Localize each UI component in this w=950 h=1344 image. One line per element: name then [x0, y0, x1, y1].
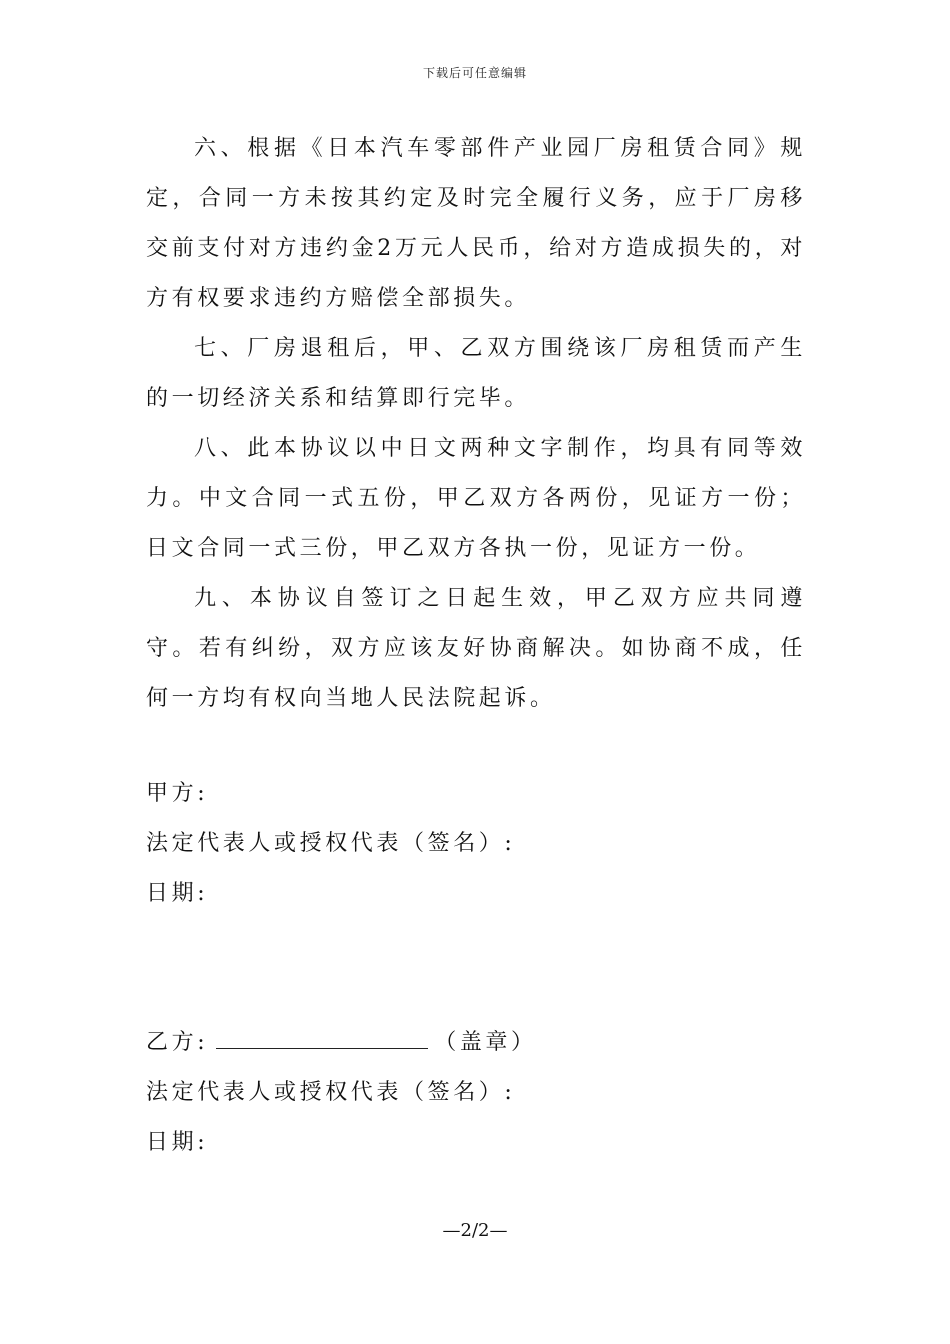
party-a-signature-block [146, 769, 806, 919]
clause-8: 八、此本协议以中日文两种文字制作，均具有同等效力。中文合同一式五份，甲乙双方各两份，见证方一份；日文合同一式三份，甲乙双方各执一份，见证方一份。 [146, 436, 806, 561]
party-b-signature-block [146, 1018, 806, 1168]
party-b-date-label: 日期: [146, 1130, 209, 1155]
party-b-name-blank[interactable] [216, 1022, 428, 1049]
party-b-line [146, 1018, 806, 1068]
clause-7: 七、厂房退租后，甲、乙双方围绕该厂房租赁而产生的一切经济关系和结算即行完毕。 [146, 336, 806, 411]
party-a-representative-label: 法定代表人或授权代表（签名）: [146, 831, 516, 856]
party-a-label: 甲方: [146, 781, 209, 806]
page-header: 下载后可任意编辑 [422, 66, 527, 80]
party-b-seal-label: （盖章） [434, 1030, 537, 1055]
clause-9: 九、本协议自签订之日起生效，甲乙双方应共同遵守。若有纠纷，双方应该友好协商解决。如协商不成，任何一方均有权向当地人民法院起诉。 [146, 586, 806, 711]
party-b-label: 乙方: [146, 1030, 209, 1055]
clause-6: 六、根据《日本汽车零部件产业园厂房租赁合同》规定，合同一方未按其约定及时完全履行义务，应于厂房移交前支付对方违约金2万元人民币，给对方造成损失的，对方有权要求违约方赔偿全部损失。 [146, 136, 806, 311]
party-b-representative-label: 法定代表人或授权代表（签名）: [146, 1080, 516, 1105]
document-body [146, 124, 806, 724]
party-a-date-label: 日期: [146, 881, 209, 906]
page-number: —2/2— [442, 1220, 508, 1241]
